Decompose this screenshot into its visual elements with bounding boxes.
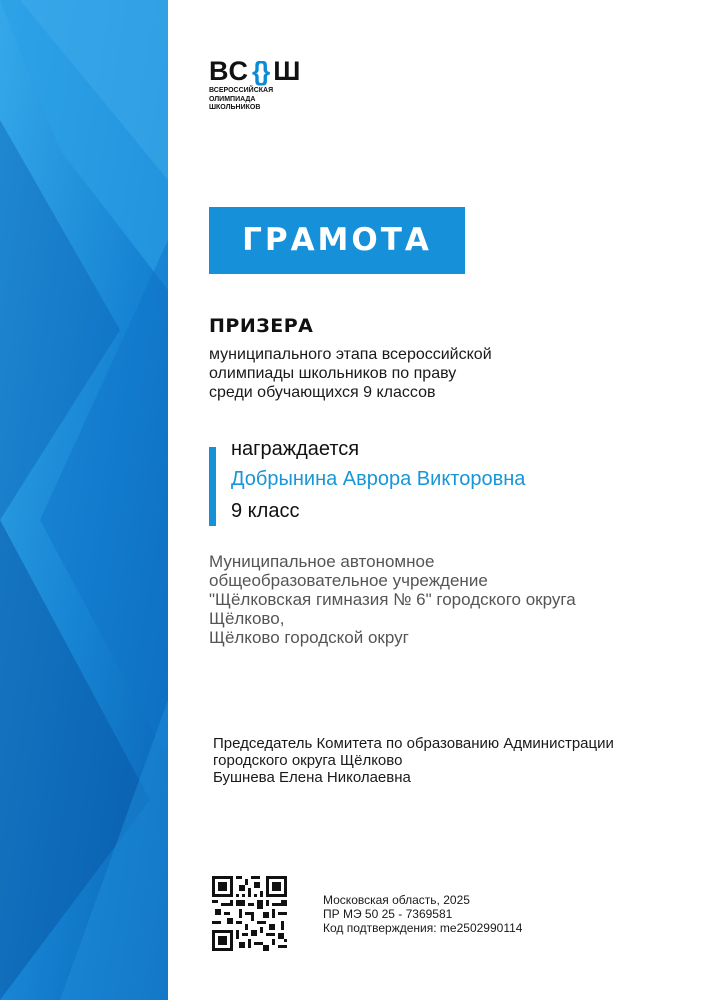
description-line: муниципального этапа всероссийской	[209, 346, 492, 363]
logo-subtitle-line: ШКОЛЬНИКОВ	[209, 104, 261, 111]
signatory-name: Бушнева Елена Николаевна	[213, 769, 411, 786]
description-line: олимпиады школьников по праву	[209, 365, 457, 382]
institution-line: Муниципальное автономное	[209, 552, 435, 571]
logo-subtitle-line: ОЛИМПИАДА	[209, 95, 256, 103]
qr-code-icon	[212, 876, 287, 951]
logo-brackets-icon: {}	[251, 56, 269, 86]
institution-line: "Щёлковская гимназия № 6" городского округа	[209, 590, 576, 609]
signatory-title-line: городского округа Щёлково	[213, 752, 403, 769]
olympiad-logo	[209, 57, 309, 113]
recipient-name: Добрынина Аврора Викторовна	[231, 468, 526, 490]
logo-letters-right: Ш	[273, 56, 302, 86]
olympiad-description	[209, 345, 629, 402]
institution-line: общеобразовательное учреждение	[209, 571, 488, 590]
institution-line: Щёлково,	[209, 609, 285, 628]
footer-info	[323, 893, 522, 935]
award-heading: ПРИЗЕРА	[209, 315, 314, 337]
decorative-side-band	[0, 0, 168, 1000]
title-banner	[209, 207, 465, 274]
description-line: среди обучающихся 9 классов	[209, 384, 436, 401]
award-accent-bar	[209, 447, 216, 526]
logo-subtitle	[209, 87, 309, 113]
certificate-title: ГРАМОТА	[242, 222, 432, 258]
signatory-title-line: Председатель Комитета по образованию Администрации	[213, 735, 614, 752]
recipient-grade: 9 класс	[231, 500, 300, 522]
logo-mark	[209, 57, 309, 85]
institution-line: Щёлково городской округ	[209, 628, 409, 647]
institution-block	[209, 552, 649, 647]
footer-registration-number: ПР МЭ 50 25 - 7369581	[323, 907, 453, 921]
logo-subtitle-line: ВСЕРОССИЙСКАЯ	[209, 87, 274, 94]
footer-confirmation-code: Код подтверждения: me2502990114	[323, 921, 523, 935]
logo-letters-left: ВС	[209, 56, 249, 86]
footer-location-year: Московская область, 2025	[323, 893, 470, 907]
signatory-block	[213, 735, 683, 786]
awarded-label: награждается	[231, 438, 360, 460]
